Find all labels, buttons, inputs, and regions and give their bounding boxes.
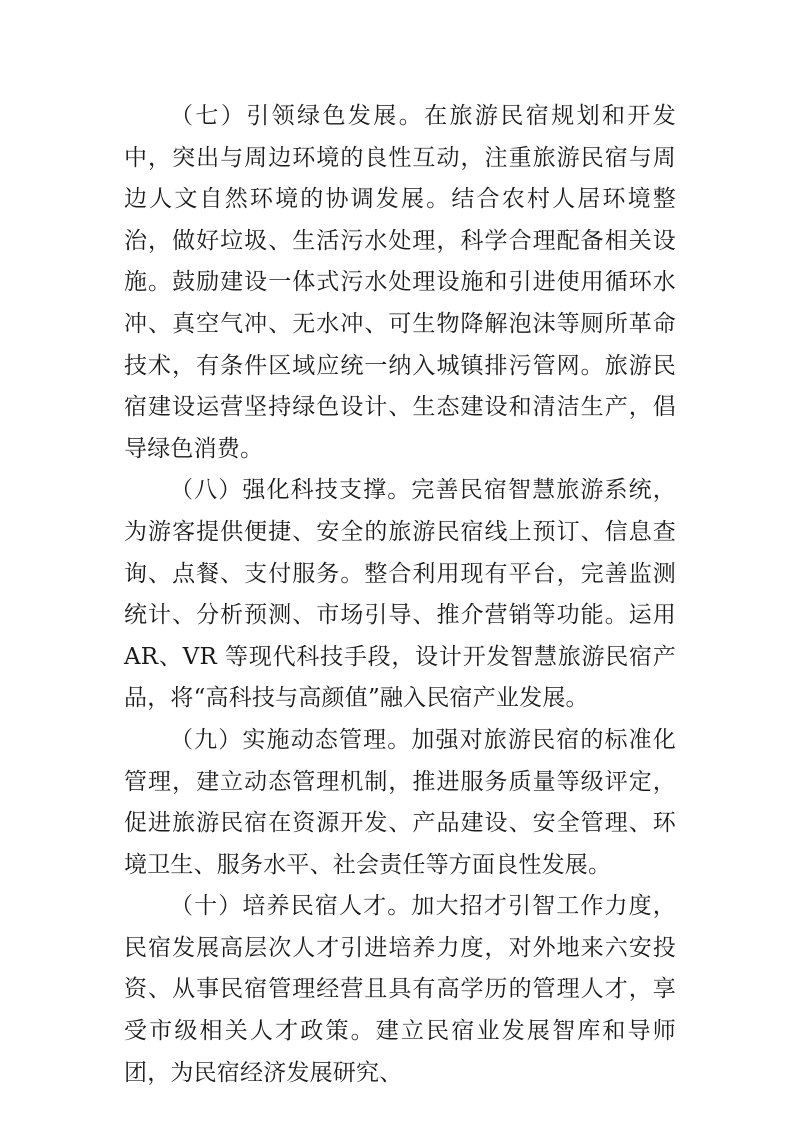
paragraph-heading: （七）引领绿色发展。	[170, 103, 425, 129]
paragraph-body: 加强对旅游民宿的标准化管理，建立动态管理机制，推进服务质量等级评定，促进旅游民宿在资源开发、产品建设、安全管理、环境卫生、服务水平、社会责任等方面良性发展。	[124, 726, 677, 878]
paragraph-green-development	[124, 96, 676, 470]
paragraph-heading: （八）强化科技支撑。	[170, 477, 412, 504]
paragraph-tech-support	[124, 470, 676, 720]
paragraph-body: 加大招才引智工作力度，民宿发展高层次人才引进培养力度，对外地来六安投资、从事民宿管理经营且具有高学历的管理人才，享受市级相关人才政策。建立民宿业发展智库和导师团，为民宿经济发展研究、	[124, 893, 677, 1086]
paragraph-body: 完善民宿智慧旅游系统，为游客提供便捷、安全的旅游民宿线上预订、信息查询、点餐、支付服务。整合利用现有平台，完善监测统计、分析预测、市场引导、推介营销等功能。运用 AR、VR 等现代科技手段，设计开发智慧旅游民宿产品，将“高科技与高颜值”融入民宿产业发展。	[124, 477, 677, 712]
paragraph-body: 在旅游民宿规划和开发中，突出与周边环境的良性互动，注重旅游民宿与周边人文自然环境的协调发展。结合农村人居环境整治，做好垃圾、生活污水处理，科学合理配备相关设施。鼓励建设一体式污水处理设施和引进使用循环水冲、真空气冲、无水冲、可生物降解泡沫等厕所革命技术，有条件区域应统一纳入城镇排污管网。旅游民宿建设运营坚持绿色设计、生态建设和清洁生产，倡导绿色消费。	[124, 103, 677, 462]
paragraph-heading: （十）培养民宿人才。	[170, 893, 412, 920]
document-body	[124, 96, 676, 1094]
paragraph-heading: （九）实施动态管理。	[170, 726, 412, 753]
paragraph-dynamic-management	[124, 720, 676, 886]
paragraph-talent-cultivation	[124, 886, 676, 1094]
